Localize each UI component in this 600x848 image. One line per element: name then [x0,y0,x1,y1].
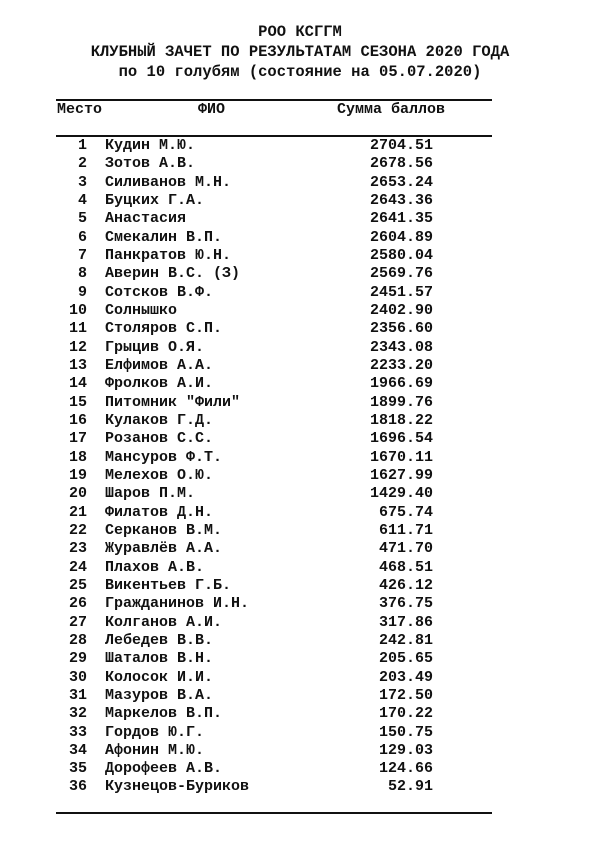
name-cell: Колганов А.И. [105,613,223,631]
score-cell: 124.66 [378,760,433,778]
score-cell: 203.49 [378,668,433,686]
name-cell: Колосок И.И. [105,668,214,686]
name-cell: Мансуров Ф.Т. [105,448,223,466]
table-row [0,375,600,393]
table-row [0,467,600,485]
table-row [0,760,600,778]
name-cell: Кудин М.Ю. [105,137,196,154]
name-cell: Буцких Г.А. [105,191,205,209]
name-cell: Серканов В.М. [105,521,223,539]
table-row [0,705,600,723]
table-row [0,339,600,357]
table-row [0,687,600,705]
table-row [0,137,600,155]
place-cell: 21 [68,503,87,521]
score-cell: 2580.04 [369,246,433,264]
score-cell: 2402.90 [369,301,433,319]
score-cell: 2343.08 [369,338,433,356]
table-row [0,577,600,595]
score-cell: 2653.24 [369,173,433,191]
table-bottom-rule [56,812,492,814]
place-cell: 28 [68,631,87,649]
place-cell: 2 [77,155,87,173]
table-row [0,449,600,467]
table-row [0,614,600,632]
place-cell: 20 [68,485,87,503]
score-cell: 242.81 [378,631,433,649]
column-header-name: ФИО [198,101,226,118]
table-row [0,394,600,412]
table-row [0,504,600,522]
name-cell: Викентьев Г.Б. [105,576,232,594]
name-cell: Анастасия [105,210,187,228]
score-cell: 1966.69 [369,375,433,393]
place-cell: 10 [68,301,87,319]
name-cell: Журавлёв А.А. [105,540,223,558]
name-cell: Столяров С.П. [105,320,223,338]
name-cell: Маркелов В.П. [105,705,223,723]
place-cell: 24 [68,558,87,576]
column-header-place: Место [57,101,103,118]
score-cell: 52.91 [387,778,433,796]
table-row [0,284,600,302]
score-cell: 1627.99 [369,466,433,484]
score-cell: 1696.54 [369,430,433,448]
report-title: КЛУБНЫЙ ЗАЧЕТ ПО РЕЗУЛЬТАТАМ СЕЗОНА 2020 ГОДА [90,43,510,61]
table-row [0,229,600,247]
score-cell: 471.70 [378,540,433,558]
table-row [0,724,600,742]
table-row [0,632,600,650]
place-cell: 9 [77,283,87,301]
column-header-score: Сумма баллов [337,101,446,118]
place-cell: 3 [77,173,87,191]
table-row [0,210,600,228]
table-row [0,650,600,668]
table-row [0,778,600,796]
place-cell: 26 [68,595,87,613]
score-cell: 376.75 [378,595,433,613]
name-cell: Мелехов О.Ю. [105,466,214,484]
table-row [0,247,600,265]
place-cell: 14 [68,375,87,393]
place-cell: 32 [68,705,87,723]
place-cell: 8 [77,265,87,283]
name-cell: Плахов А.В. [105,558,205,576]
name-cell: Зотов А.В. [105,155,196,173]
place-cell: 27 [68,613,87,631]
place-cell: 31 [68,686,87,704]
score-cell: 2569.76 [369,265,433,283]
score-cell: 2451.57 [369,283,433,301]
name-cell: Грыцив О.Я. [105,338,205,356]
table-row [0,412,600,430]
score-cell: 1429.40 [369,485,433,503]
name-cell: Елфимов А.А. [105,356,214,374]
place-cell: 16 [68,411,87,429]
place-cell: 13 [68,356,87,374]
table-row [0,155,600,173]
name-cell: Лебедев В.В. [105,631,214,649]
table-row [0,559,600,577]
standings-table [0,137,600,797]
place-cell: 7 [77,246,87,264]
place-cell: 22 [68,521,87,539]
score-cell: 2678.56 [369,155,433,173]
name-cell: Фролков А.И. [105,375,214,393]
score-cell: 1818.22 [369,411,433,429]
table-row [0,742,600,760]
table-row [0,174,600,192]
place-cell: 34 [68,741,87,759]
score-cell: 2643.36 [369,191,433,209]
place-cell: 36 [68,778,87,796]
name-cell: Кузнецов-Буриков [105,778,250,796]
table-row [0,485,600,503]
place-cell: 18 [68,448,87,466]
place-cell: 5 [77,210,87,228]
name-cell: Мазуров В.А. [105,686,214,704]
name-cell: Силиванов М.Н. [105,173,232,191]
place-cell: 17 [68,430,87,448]
table-row [0,669,600,687]
place-cell: 15 [68,393,87,411]
score-cell: 468.51 [378,558,433,576]
place-cell: 35 [68,760,87,778]
table-row [0,302,600,320]
score-cell: 1670.11 [369,448,433,466]
score-cell: 611.71 [378,521,433,539]
table-row [0,320,600,338]
table-row [0,540,600,558]
score-cell: 1899.76 [369,393,433,411]
name-cell: Аверин В.С. (З) [105,265,241,283]
table-row [0,357,600,375]
place-cell: 30 [68,668,87,686]
name-cell: Розанов С.С. [105,430,214,448]
name-cell: Гражданинов И.Н. [105,595,250,613]
table-row [0,522,600,540]
score-cell: 675.74 [378,503,433,521]
name-cell: Афонин М.Ю. [105,741,205,759]
name-cell: Солнышко [105,301,178,319]
name-cell: Кулаков Г.Д. [105,411,214,429]
place-cell: 4 [77,191,87,209]
score-cell: 317.86 [378,613,433,631]
organization-title: РОО КСГГМ [258,23,342,41]
document-header [0,22,600,82]
score-cell: 170.22 [378,705,433,723]
score-cell: 129.03 [378,741,433,759]
name-cell: Сотсков В.Ф. [105,283,214,301]
score-cell: 172.50 [378,686,433,704]
score-cell: 2356.60 [369,320,433,338]
score-cell: 150.75 [378,723,433,741]
place-cell: 12 [68,338,87,356]
score-cell: 205.65 [378,650,433,668]
table-row [0,595,600,613]
name-cell: Шаталов В.Н. [105,650,214,668]
name-cell: Шаров П.М. [105,485,196,503]
name-cell: Гордов Ю.Г. [105,723,205,741]
name-cell: Дорофеев А.В. [105,760,223,778]
place-cell: 25 [68,576,87,594]
place-cell: 19 [68,466,87,484]
place-cell: 23 [68,540,87,558]
score-cell: 2604.89 [369,228,433,246]
score-cell: 2641.35 [369,210,433,228]
table-row [0,430,600,448]
table-row [0,192,600,210]
place-cell: 29 [68,650,87,668]
name-cell: Питомник "Фили" [105,393,241,411]
score-cell: 2704.51 [369,137,433,154]
name-cell: Смекалин В.П. [105,228,223,246]
name-cell: Панкратов Ю.Н. [105,246,232,264]
place-cell: 1 [77,137,87,154]
name-cell: Филатов Д.Н. [105,503,214,521]
table-row [0,265,600,283]
place-cell: 11 [68,320,87,338]
place-cell: 33 [68,723,87,741]
report-subtitle: по 10 голубям (состояние на 05.07.2020) [118,63,482,81]
score-cell: 426.12 [378,576,433,594]
score-cell: 2233.20 [369,356,433,374]
place-cell: 6 [77,228,87,246]
